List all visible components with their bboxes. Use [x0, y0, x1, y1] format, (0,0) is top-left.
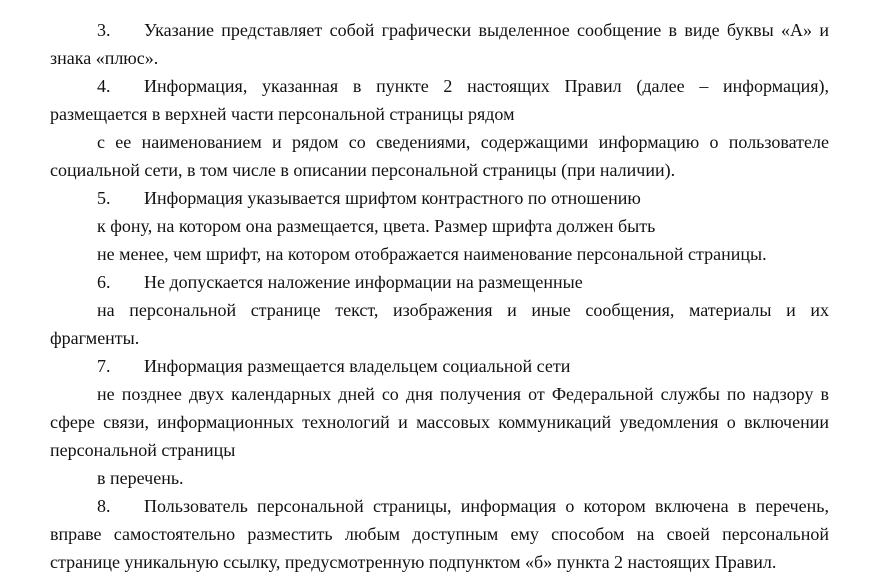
paragraph-6-line-1 — [50, 268, 829, 296]
paragraph-number: 7. — [97, 356, 111, 376]
paragraph-6-line-2: на персональной странице текст, изображения и иные сообщения, материалы и их — [97, 300, 829, 320]
paragraph-text: Не допускается наложение информации на размещенные — [144, 272, 583, 292]
paragraph-4-line-3: с ее наименованием и рядом со сведениями, содержащими информацию о пользователе — [97, 132, 829, 152]
paragraph-text: Информация указывается шрифтом контрастного по отношению — [144, 188, 641, 208]
paragraph-5-line-3: не менее, чем шрифт, на котором отображается наименование персональной страницы. — [97, 244, 767, 264]
paragraph-7-line-1 — [50, 352, 829, 380]
paragraph-number: 3. — [97, 20, 111, 40]
paragraph-7-line-2: не позднее двух календарных дней со дня получения от Федеральной службы по надзору в — [97, 384, 829, 404]
paragraph-4-line-1 — [50, 72, 829, 100]
paragraph-number: 8. — [97, 496, 111, 516]
paragraph-number: 4. — [97, 76, 111, 96]
paragraph-text: Информация, указанная в пункте 2 настоящих Правил (далее – информация), — [144, 76, 829, 96]
paragraph-7-line-4: персональной страницы — [50, 440, 236, 460]
paragraph-7-line-3: сфере связи, информационных технологий и массовых коммуникаций уведомления о включении — [50, 412, 829, 432]
paragraph-5-line-2: к фону, на котором она размещается, цвета. Размер шрифта должен быть — [97, 216, 656, 236]
paragraph-4-line-2: размещается в верхней части персональной страницы рядом — [50, 104, 515, 124]
paragraph-8-line-2: вправе самостоятельно разместить любым доступным ему способом на своей персональной — [50, 524, 829, 544]
paragraph-text: Информация размещается владельцем социальной сети — [144, 356, 571, 376]
paragraph-number: 6. — [97, 272, 111, 292]
paragraph-8-line-3: странице уникальную ссылку, предусмотренную подпунктом «б» пункта 2 настоящих Правил. — [50, 552, 777, 572]
paragraph-text: Пользователь персональной страницы, информация о котором включена в перечень, — [144, 496, 829, 516]
paragraph-3-line-2: знака «плюс». — [50, 48, 159, 68]
paragraph-7-line-5: в перечень. — [97, 468, 184, 488]
paragraph-text: Указание представляет собой графически выделенное сообщение в виде буквы «А» и — [144, 20, 829, 40]
paragraph-8-line-1 — [50, 492, 829, 520]
paragraph-number: 5. — [97, 188, 111, 208]
paragraph-4-line-4: социальной сети, в том числе в описании персональной страницы (при наличии). — [50, 160, 676, 180]
paragraph-6-line-3: фрагменты. — [50, 328, 140, 348]
paragraph-5-line-1 — [50, 184, 829, 212]
paragraph-3-line-1 — [50, 16, 829, 44]
